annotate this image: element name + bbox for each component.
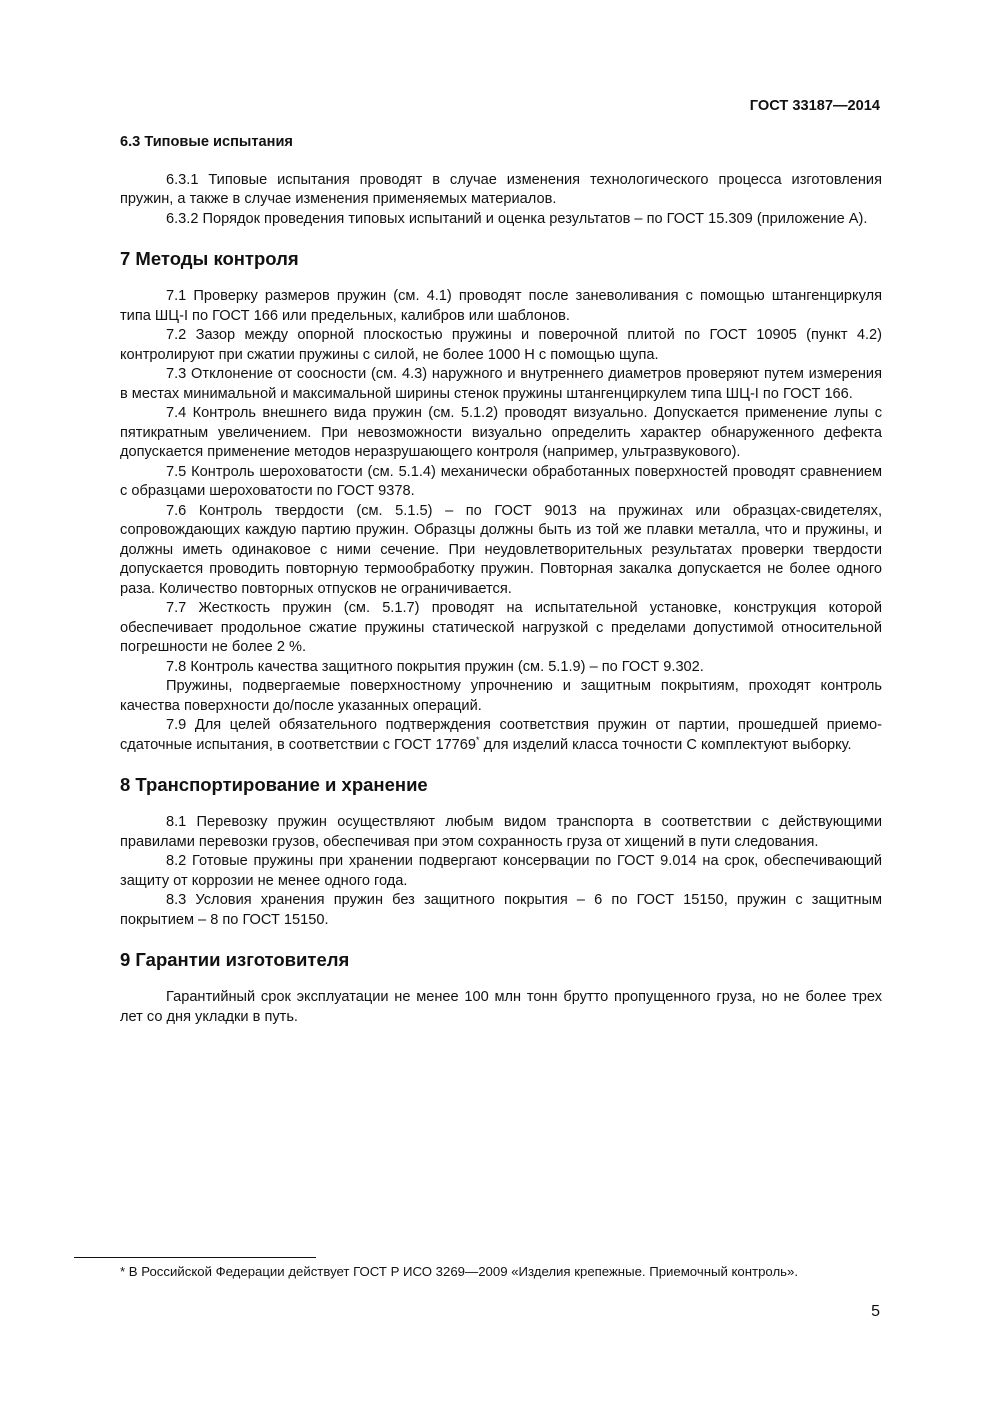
paragraph-7-6: 7.6 Контроль твердости (см. 5.1.5) – по ГОСТ 9013 на пружинах или образцах-свидетелях, сопровождающих каждую партию пружин. Образцы должны быть из той же плавки металла, что и пружины, и должны иметь одинаковое с ними сечение. При неудовлетворительных результатах проверки твердости допускается проводить повторную термообработку пружин. Повторная закалка допускается не более одного раза. Количество повторных отпусков не ограничивается. <box>120 502 882 597</box>
paragraph-9-1: Гарантийный срок эксплуатации не менее 100 млн тонн брутто пропущенного груза, но не более трех лет со дня укладки в путь. <box>120 989 882 1025</box>
paragraph-8-1: 8.1 Перевозку пружин осуществляют любым видом транспорта в соответствии с действующими правилами перевозки грузов, обеспечивая при этом сохранность груза от хищений в пути следования. <box>120 814 882 850</box>
paragraph-8-2: 8.2 Готовые пружины при хранении подвергают консервации по ГОСТ 9.014 на срок, обеспечивающий защиту от коррозии не менее одного года. <box>120 853 882 889</box>
paragraph-7-1: 7.1 Проверку размеров пружин (см. 4.1) проводят после заневоливания с помощью штангенциркуля типа ШЦ-I по ГОСТ 166 или предельных, калибров или шаблонов. <box>120 288 882 324</box>
section-8-title: 8 Транспортирование и хранение <box>120 774 428 795</box>
paragraph-8-3: 8.3 Условия хранения пружин без защитного покрытия – 6 по ГОСТ 15150, пружин с защитным покрытием – 8 по ГОСТ 15150. <box>120 892 882 928</box>
footnote: * В Российской Федерации действует ГОСТ Р ИСО 3269—2009 «Изделия крепежные. Приемочный контроль». <box>120 1264 799 1279</box>
footnote-separator <box>74 1257 316 1258</box>
footnote-marker: * <box>476 734 480 745</box>
document-header: ГОСТ 33187—2014 <box>749 98 880 114</box>
document-body <box>120 133 882 1027</box>
paragraph-7-7: 7.7 Жесткость пружин (см. 5.1.7) проводят на испытательной установке, конструкция которой обеспечивает продольное сжатие пружины статической нагрузкой с пределами допустимой относительной погрешности не более 2 %. <box>120 600 882 655</box>
paragraph-6-3-2: 6.3.2 Порядок проведения типовых испытаний и оценка результатов – по ГОСТ 15.309 (приложение А). <box>166 210 868 227</box>
paragraph-7-4: 7.4 Контроль внешнего вида пружин (см. 5.1.2) проводят визуально. Допускается применение лупы с пятикратным увеличением. При невозможности визуально определить характер обнаруженного дефекта допускается применение методов неразрушающего контроля (например, ультразвукового). <box>120 405 882 460</box>
paragraph-7-5: 7.5 Контроль шероховатости (см. 5.1.4) механически обработанных поверхностей проводят сравнением с образцами шероховатости по ГОСТ 9378. <box>120 463 882 499</box>
section-6-3-title: 6.3 Типовые испытания <box>120 134 293 150</box>
paragraph-7-2: 7.2 Зазор между опорной плоскостью пружины и поверочной плитой по ГОСТ 10905 (пункт 4.2) контролируют при сжатии пружины с силой, не более 1000 Н с помощью щупа. <box>120 327 882 363</box>
page-number: 5 <box>871 1303 880 1320</box>
paragraph-7-8: 7.8 Контроль качества защитного покрытия пружин (см. 5.1.9) – по ГОСТ 9.302. <box>166 658 704 675</box>
section-7-title: 7 Методы контроля <box>120 248 299 269</box>
paragraph-7-8-continued: Пружины, подвергаемые поверхностному упрочнению и защитным покрытиям, проходят контроль качества поверхности до/после указанных операций. <box>120 678 882 714</box>
paragraph-7-9-text-a: 7.9 Для целей обязательного подтверждения соответствия пружин от партии, прошедшей приемо-сдаточные испытания, в соответствии с ГОСТ 17769 <box>120 717 882 753</box>
paragraph-7-9 <box>120 716 882 755</box>
paragraph-7-3: 7.3 Отклонение от соосности (см. 4.3) наружного и внутреннего диаметров проверяют путем измерения в местах минимальной и максимальной ширины стенок пружины штангенциркулем типа ШЦ-I по ГОСТ 166. <box>120 366 882 402</box>
paragraph-7-9-text-b: для изделий класса точности С комплектуют выборку. <box>479 736 852 753</box>
paragraph-6-3-1: 6.3.1 Типовые испытания проводят в случае изменения технологического процесса изготовления пружин, а также в случае изменения применяемых материалов. <box>120 171 882 207</box>
section-9-title: 9 Гарантии изготовителя <box>120 949 350 970</box>
